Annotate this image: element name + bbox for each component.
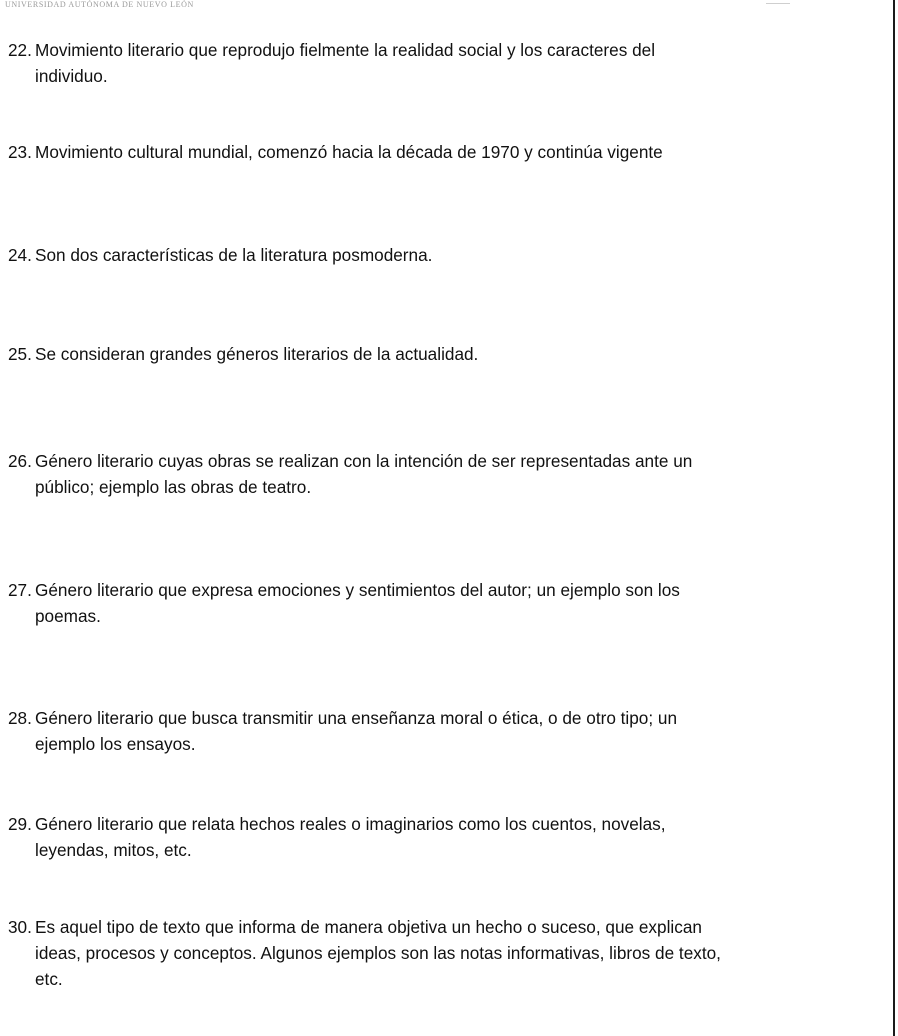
question-26: [8, 448, 808, 500]
question-number: 23.: [8, 142, 32, 162]
question-28: [8, 705, 808, 757]
question-number: 30.: [8, 917, 32, 937]
question-27: [8, 577, 808, 629]
question-text-line: leyendas, mitos, etc.: [35, 840, 192, 860]
institution-header: UNIVERSIDAD AUTÓNOMA DE NUEVO LEÓN: [5, 0, 194, 9]
question-text-line: Es aquel tipo de texto que informa de manera objetiva un hecho o suceso, que explican: [35, 917, 702, 937]
question-number: 27.: [8, 580, 32, 600]
question-22: [8, 37, 808, 89]
question-text-line: Género literario que relata hechos reales o imaginarios como los cuentos, novelas,: [35, 814, 666, 834]
question-text-line: etc.: [35, 969, 63, 989]
question-text-line: individuo.: [35, 66, 108, 86]
question-text-line: Género literario que busca transmitir una enseñanza moral o ética, o de otro tipo; un: [35, 708, 678, 728]
question-text-line: público; ejemplo las obras de teatro.: [35, 477, 312, 497]
question-number: 29.: [8, 814, 32, 834]
question-24: [8, 242, 808, 268]
question-text-line: ideas, procesos y conceptos. Algunos ejemplos son las notas informativas, libros de texto,: [35, 943, 721, 963]
question-text-line: Se consideran grandes géneros literarios de la actualidad.: [35, 344, 479, 364]
question-text-line: Género literario que expresa emociones y sentimientos del autor; un ejemplo son los: [35, 580, 680, 600]
question-29: [8, 811, 808, 863]
question-text-line: Género literario cuyas obras se realizan con la intención de ser representadas ante un: [35, 451, 693, 471]
question-text-line: poemas.: [35, 606, 101, 626]
question-number: 22.: [8, 40, 32, 60]
question-number: 24.: [8, 245, 32, 265]
question-number: 25.: [8, 344, 32, 364]
question-text-line: ejemplo los ensayos.: [35, 734, 196, 754]
header-rule: [766, 0, 790, 4]
page-right-border: [893, 0, 895, 1036]
question-number: 26.: [8, 451, 32, 471]
question-25: [8, 341, 808, 367]
question-30: [8, 914, 808, 992]
question-text-line: Movimiento literario que reprodujo fielmente la realidad social y los caracteres del: [35, 40, 656, 60]
question-text-line: Son dos características de la literatura posmoderna.: [35, 245, 433, 265]
question-text-line: Movimiento cultural mundial, comenzó hacia la década de 1970 y continúa vigente: [35, 142, 663, 162]
question-number: 28.: [8, 708, 32, 728]
question-23: [8, 139, 808, 165]
